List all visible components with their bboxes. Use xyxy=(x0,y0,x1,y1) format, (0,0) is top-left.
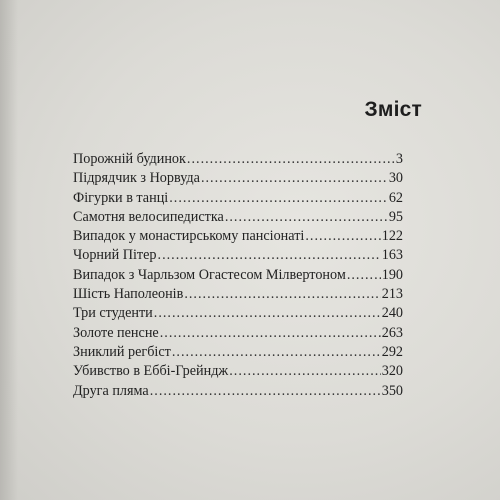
toc-entry-title: Випадок з Чарльзом Огастесом Мілвертоном xyxy=(73,266,346,283)
toc-entry-title: Золоте пенсне xyxy=(73,324,159,341)
toc-entry xyxy=(73,266,403,285)
toc-dot-leader xyxy=(160,324,381,343)
toc-entry-page: 240 xyxy=(381,305,403,322)
toc-entry-title: Чорний Пітер xyxy=(73,247,157,264)
toc-list xyxy=(73,150,403,401)
toc-entry xyxy=(73,324,403,343)
toc-entry xyxy=(73,169,403,188)
toc-entry-title: Самотня велосипедистка xyxy=(73,208,224,225)
toc-dot-leader xyxy=(172,343,381,362)
toc-dot-leader xyxy=(225,208,388,227)
toc-entry-title: Випадок у монастирському пансіонаті xyxy=(73,228,305,245)
toc-entry-title: Порожній будинок xyxy=(73,151,186,167)
toc-entry xyxy=(73,382,403,401)
toc-dot-leader xyxy=(150,382,381,401)
toc-entry-page: 3 xyxy=(395,151,403,167)
toc-entry-title: Три студенти xyxy=(73,305,153,322)
toc-entry-page: 62 xyxy=(388,189,403,206)
toc-entry-title: Підрядчик з Норвуда xyxy=(73,170,200,187)
toc-entry-page: 163 xyxy=(381,247,403,264)
toc-dot-leader xyxy=(169,189,388,208)
toc-entry-page: 320 xyxy=(381,363,403,380)
toc-dot-leader xyxy=(158,246,381,265)
toc-entry-title: Зниклий регбіст xyxy=(73,343,171,360)
toc-heading: Зміст xyxy=(364,98,422,121)
toc-entry xyxy=(73,304,403,323)
toc-entry-page: 350 xyxy=(381,382,403,399)
toc-entry xyxy=(73,285,403,304)
toc-dot-leader xyxy=(154,304,381,323)
toc-dot-leader xyxy=(201,169,388,188)
toc-entry xyxy=(73,246,403,265)
toc-dot-leader xyxy=(187,150,395,169)
toc-entry-title: Убивство в Еббі-Грейндж xyxy=(73,363,229,380)
toc-entry-title: Фігурки в танці xyxy=(73,189,169,206)
toc-entry xyxy=(73,343,403,362)
page-binding-shadow xyxy=(0,0,18,500)
toc-dot-leader xyxy=(184,285,380,304)
toc-entry-page: 292 xyxy=(381,343,403,360)
toc-dot-leader xyxy=(305,227,380,246)
toc-entry-page: 263 xyxy=(381,324,403,341)
toc-entry-title: Шість Наполеонів xyxy=(73,286,184,303)
toc-entry-page: 95 xyxy=(388,208,403,225)
toc-entry xyxy=(73,362,403,381)
toc-dot-leader xyxy=(347,266,381,285)
toc-entry xyxy=(73,227,403,246)
toc-entry-page: 30 xyxy=(388,170,403,187)
toc-entry-page: 213 xyxy=(381,286,403,303)
toc-entry xyxy=(73,189,403,208)
toc-entry-page: 190 xyxy=(381,266,403,283)
toc-entry xyxy=(73,150,403,169)
toc-entry-page: 122 xyxy=(381,228,403,245)
toc-entry-title: Друга пляма xyxy=(73,382,149,399)
toc-dot-leader xyxy=(229,362,380,381)
toc-entry xyxy=(73,208,403,227)
